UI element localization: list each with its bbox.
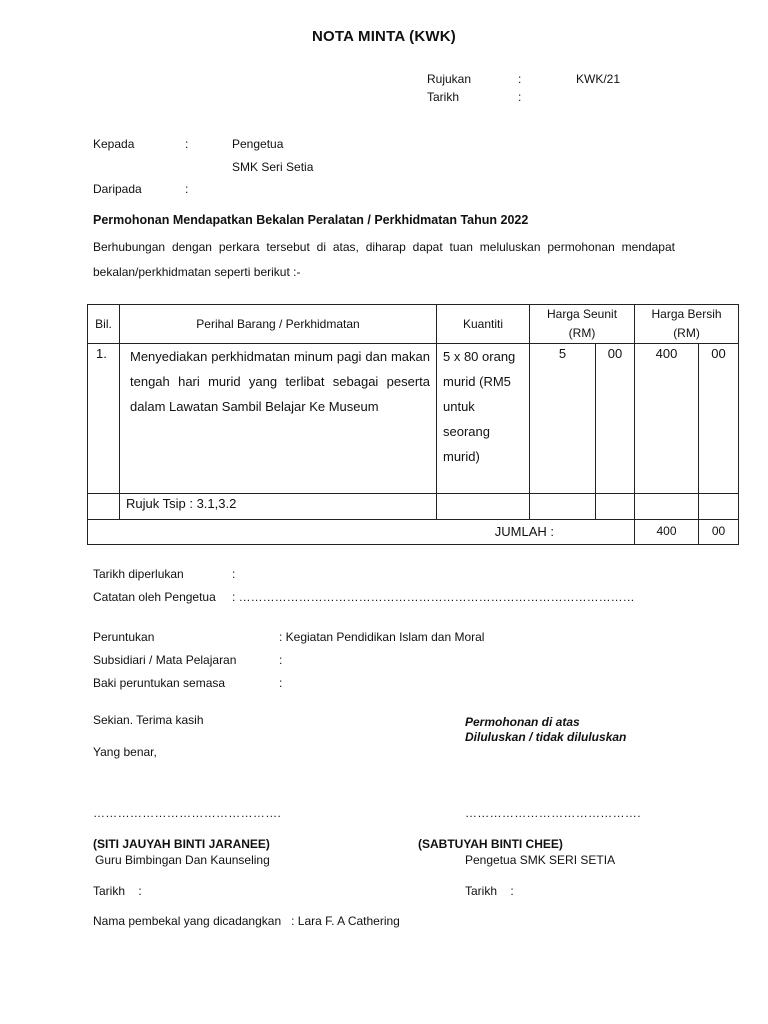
left-signatory-title: Guru Bimbingan Dan Kaunseling bbox=[95, 853, 270, 867]
header-kuantiti: Kuantiti bbox=[437, 305, 530, 344]
header-harga-bersih-line2: (RM) bbox=[673, 326, 700, 340]
reference-net-sen-cell bbox=[699, 494, 739, 520]
header-bil: Bil. bbox=[88, 305, 120, 344]
row-quantity: 5 x 80 orang murid (RM5 untuk seorang murid) bbox=[437, 344, 530, 494]
header-harga-bersih-line1: Harga Bersih bbox=[651, 307, 722, 321]
row-bil: 1. bbox=[88, 344, 120, 494]
daripada-colon: : bbox=[185, 182, 189, 196]
header-harga-seunit-line1: Harga Seunit bbox=[546, 307, 618, 321]
right-tarikh: Tarikh : bbox=[465, 884, 514, 898]
tarikh-colon: : bbox=[518, 90, 522, 104]
reference-net-rm-cell bbox=[635, 494, 699, 520]
total-row bbox=[88, 520, 739, 545]
header-harga-seunit-line2: (RM) bbox=[568, 326, 596, 340]
left-signature-line: ………………………………………. bbox=[93, 806, 282, 820]
tarikh-label: Tarikh bbox=[427, 90, 460, 104]
daripada-label: Daripada bbox=[93, 182, 142, 196]
right-signatory-title: Pengetua SMK SERI SETIA bbox=[465, 853, 616, 867]
peruntukan-value: : Kegiatan Pendidikan Islam dan Moral bbox=[279, 630, 485, 644]
reference-unit-sen-cell bbox=[596, 494, 635, 520]
row-unit-sen: 00 bbox=[596, 344, 635, 494]
reference-row bbox=[88, 494, 739, 520]
kepada-colon: : bbox=[185, 137, 189, 151]
items-table bbox=[87, 304, 739, 545]
approval-line-2: Diluluskan / tidak diluluskan bbox=[465, 730, 627, 744]
left-tarikh: Tarikh : bbox=[93, 884, 142, 898]
kepada-recipient: Pengetua bbox=[232, 137, 284, 151]
table-row bbox=[88, 344, 739, 494]
peruntukan-label: Peruntukan bbox=[93, 630, 155, 644]
rujukan-colon: : bbox=[518, 72, 522, 86]
left-signatory-name: (SITI JAUYAH BINTI JARANEE) bbox=[93, 837, 270, 851]
table-header-row bbox=[88, 305, 739, 344]
reference-text: Rujuk Tsip : 3.1,3.2 bbox=[120, 494, 437, 520]
baki-label: Baki peruntukan semasa bbox=[93, 676, 226, 690]
total-sen: 00 bbox=[699, 520, 739, 545]
total-label: JUMLAH : bbox=[88, 520, 635, 545]
kepada-label: Kepada bbox=[93, 137, 135, 151]
yang-benar-text: Yang benar, bbox=[93, 745, 157, 759]
sekian-text: Sekian. Terima kasih bbox=[93, 713, 204, 727]
header-perihal: Perihal Barang / Perkhidmatan bbox=[120, 305, 437, 344]
right-signatory-name: (SABTUYAH BINTI CHEE) bbox=[418, 837, 563, 851]
row-net-rm: 400 bbox=[635, 344, 699, 494]
reference-qty-cell bbox=[437, 494, 530, 520]
header-harga-bersih bbox=[635, 305, 739, 344]
total-rm: 400 bbox=[635, 520, 699, 545]
reference-unit-rm-cell bbox=[530, 494, 596, 520]
reference-bil-cell bbox=[88, 494, 120, 520]
rujukan-label: Rujukan bbox=[427, 72, 472, 86]
supplier-line: Nama pembekal yang dicadangkan : Lara F. A Cathering bbox=[93, 914, 400, 928]
row-net-sen: 00 bbox=[699, 344, 739, 494]
rujukan-value: KWK/21 bbox=[576, 72, 621, 86]
intro-paragraph: Berhubungan dengan perkara tersebut di atas, diharap dapat tuan meluluskan permohonan mendapat bekalan/perkhidmatan seperti berikut :- bbox=[93, 240, 675, 279]
subsidiari-colon: : bbox=[279, 653, 283, 667]
tarikh-diperlukan-colon: : bbox=[232, 567, 236, 581]
subject-line: Permohonan Mendapatkan Bekalan Peralatan / Perkhidmatan Tahun 2022 bbox=[93, 213, 529, 227]
document-title: NOTA MINTA (KWK) bbox=[312, 28, 456, 45]
catatan-value: : ……………………………………………………………………………………… bbox=[232, 590, 635, 604]
baki-colon: : bbox=[279, 676, 283, 690]
header-harga-seunit bbox=[530, 305, 635, 344]
kepada-school: SMK Seri Setia bbox=[232, 160, 314, 174]
row-unit-rm: 5 bbox=[530, 344, 596, 494]
subsidiari-label: Subsidiari / Mata Pelajaran bbox=[93, 653, 237, 667]
row-description: Menyediakan perkhidmatan minum pagi dan makan tengah hari murid yang terlibat sebagai peserta dalam Lawatan Sambil Belajar Ke Museum bbox=[120, 344, 437, 494]
catatan-label: Catatan oleh Pengetua bbox=[93, 590, 216, 604]
approval-line-1: Permohonan di atas bbox=[465, 715, 580, 729]
tarikh-diperlukan-label: Tarikh diperlukan bbox=[93, 567, 184, 581]
right-signature-line: ……………………………………. bbox=[465, 806, 641, 820]
